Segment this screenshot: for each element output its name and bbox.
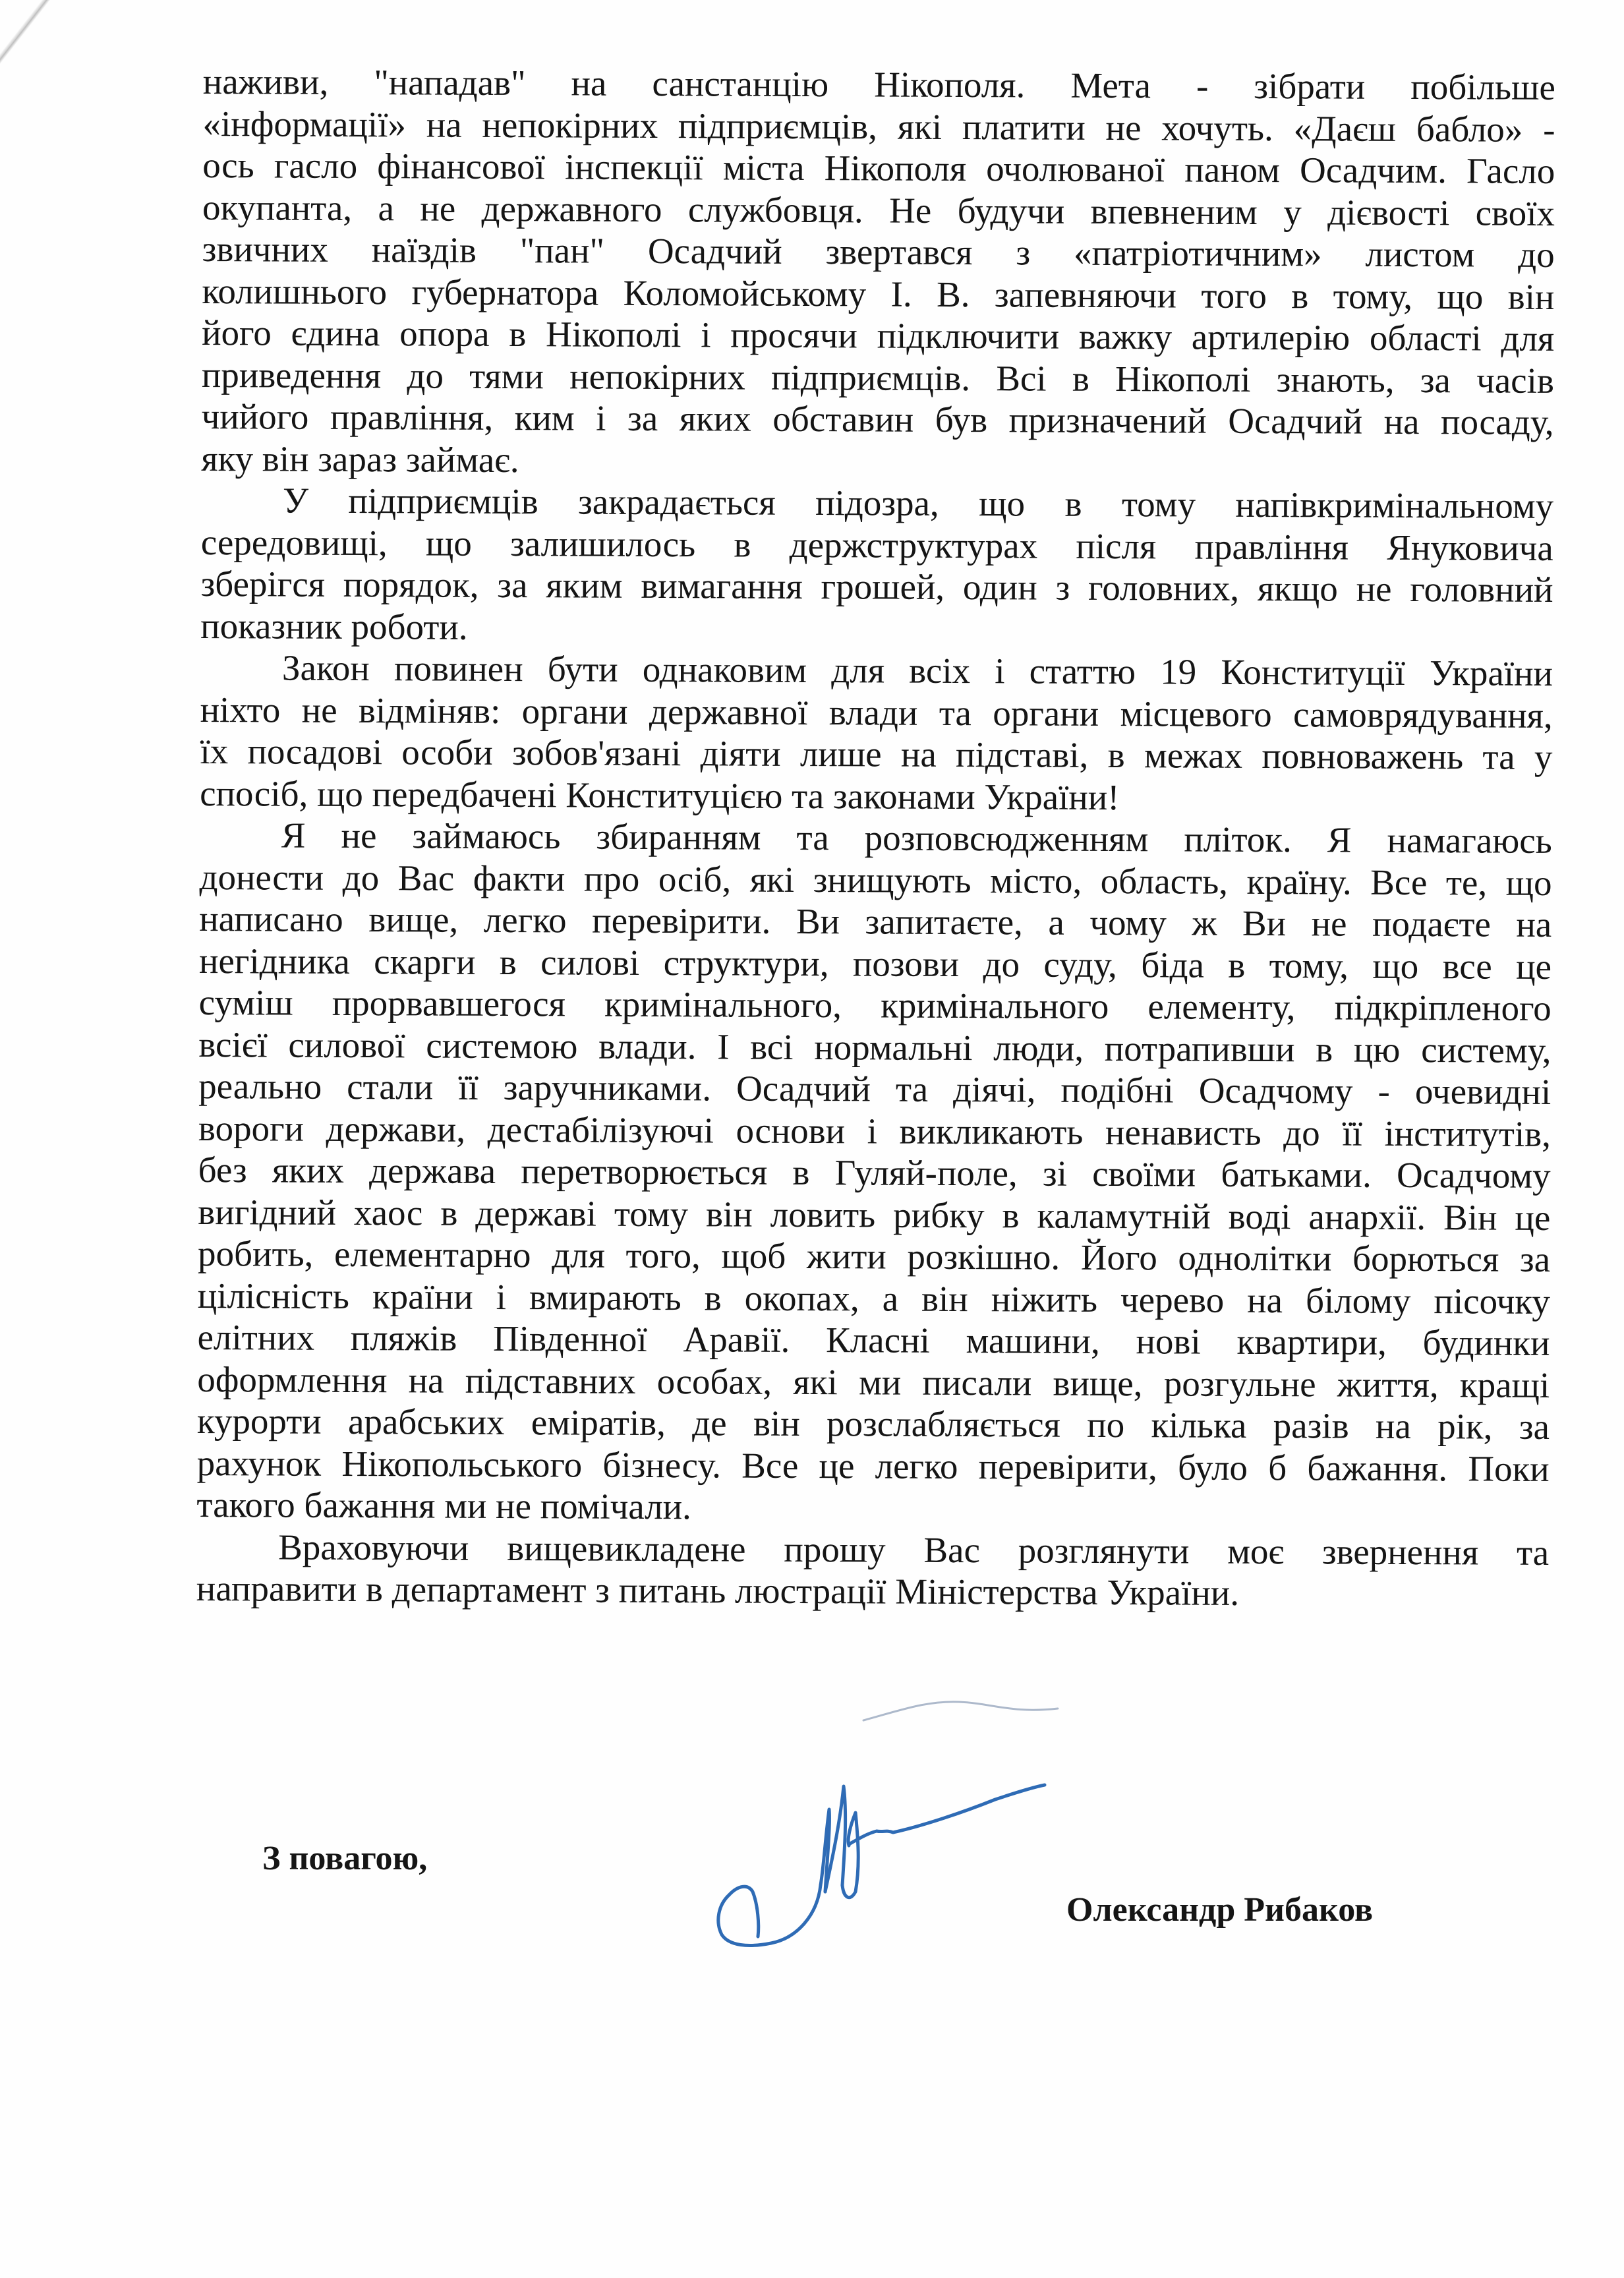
- text-line: У підприємців закрадається підозра, що в тому напівкримінальному: [282, 480, 1554, 526]
- text-line: ніхто не відміняв: органи державної влади та органи місцевого самоврядування,: [200, 689, 1553, 736]
- text-line: реально стали її заручниками. Осадчий та діячі, подібні Осадчому - очевидні: [198, 1065, 1552, 1112]
- paragraph-2: [200, 479, 1553, 653]
- text-line: вигідний хаос в державі тому він ловить рибку в каламутній воді анархії. Він це: [198, 1191, 1551, 1238]
- text-line: яку він зараз займає.: [201, 438, 519, 480]
- text-line: рахунок Нікопольського бізнесу. Все це легко перевірити, було б бажання. Поки: [196, 1442, 1550, 1489]
- text-line: наживи, "нападав" на санстанцію Нікополя. Мета - зібрати побільше: [202, 61, 1555, 107]
- text-line: окупанта, а не державного службовця. Не будучи впевненим у дієвості своїх: [202, 187, 1555, 233]
- text-line: спосіб, що передбачені Конституцією та законами України!: [200, 773, 1120, 817]
- text-line: написано вище, легко перевірити. Ви запитаєте, а чому ж Ви не подаєте на: [199, 898, 1552, 945]
- paragraph-3: [200, 647, 1553, 820]
- text-line: донести до Вас факти про осіб, які знищують місто, область, країну. Все те, що: [199, 856, 1552, 903]
- text-line: курорти арабських еміратів, де він розслабляється по кілька разів на рік, за: [196, 1400, 1550, 1447]
- text-line: показник роботи.: [200, 605, 468, 647]
- signer-name: Олександр Рибаков: [1066, 1891, 1374, 1929]
- text-line: ось гасло фінансової інспекції міста Нікополя очолюваної паном Осадчим. Гасло: [202, 144, 1555, 191]
- text-line: цілісність країни і вмирають в окопах, а він ніжить черево на білому пісочку: [197, 1275, 1550, 1322]
- text-line: середовищі, що залишилось в держструктурах після правління Януковича: [200, 521, 1553, 568]
- text-line: звичних наїздів "пан" Осадчий звертався з «патріотичним» листом до: [202, 228, 1555, 275]
- text-line: його єдина опора в Нікополі і просячи підключити важку артилерію області для: [202, 312, 1555, 359]
- text-line: зберігся порядок, за яким вимагання грошей, один з головних, якщо не головний: [200, 563, 1553, 610]
- text-line: без яких держава перетворюється в Гуляй-поле, зі своїми батьками. Осадчому: [198, 1149, 1551, 1196]
- text-line: такого бажання ми не помічали.: [196, 1484, 692, 1527]
- text-line: робить, елементарно для того, щоб жити розкішно. Його однолітки борються за: [197, 1233, 1551, 1279]
- text-line: чийого правління, ким і за яких обставин був призначений Осадчий на посаду,: [201, 395, 1554, 442]
- pen-underline-mark: [860, 1694, 1064, 1727]
- text-line: вороги держави, дестабілізуючі основи і викликають ненависть до її інститутів,: [198, 1107, 1552, 1154]
- text-line: оформлення на підставних особах, які ми писали вище, розгульне життя, кращі: [197, 1358, 1550, 1405]
- text-line: приведення до тями непокірних підприємців. Всі в Нікополі знають, за часів: [201, 354, 1555, 401]
- text-line: їх посадові особи зобов'язані діяти лише на підставі, в межах повноважень та у: [200, 730, 1553, 777]
- text-line: Я не займаюсь збиранням та розповсюдженням пліток. Я намагаюсь: [281, 815, 1552, 861]
- paragraph-5: [196, 1525, 1550, 1615]
- text-line: негідника скарги в силові структури, позови до суду, біда в тому, що все це: [198, 940, 1552, 987]
- text-line: направити в департамент з питань люстрації Міністерства України.: [196, 1567, 1240, 1613]
- text-line: Враховуючи вищевикладене прошу Вас розглянути моє звернення та: [278, 1527, 1550, 1573]
- handwritten-signature: [685, 1773, 1055, 1991]
- text-line: суміш прорвавшегося кримінального, кримінального елементу, підкріпленого: [198, 981, 1552, 1028]
- text-line: Закон повинен бути однаковим для всіх і статтю 19 Конституції України: [281, 647, 1553, 693]
- closing-salutation: З повагою,: [262, 1840, 428, 1877]
- text-line: колишнього губернатора Коломойському І. В. запевняючи того в тому, що він: [202, 270, 1555, 317]
- letter-body: [196, 61, 1555, 1615]
- paragraph-1: [201, 61, 1555, 485]
- paragraph-4: [196, 814, 1552, 1531]
- text-line: всієї силової системою влади. І всі нормальні люди, потрапивши в цю систему,: [198, 1024, 1552, 1070]
- text-line: «інформації» на непокірних підприємців, які платити не хочуть. «Даєш бабло» -: [202, 103, 1555, 150]
- text-line: елітних пляжів Південної Аравії. Класні машини, нові квартири, будинки: [197, 1316, 1550, 1363]
- paper-fold-mark: [0, 0, 160, 78]
